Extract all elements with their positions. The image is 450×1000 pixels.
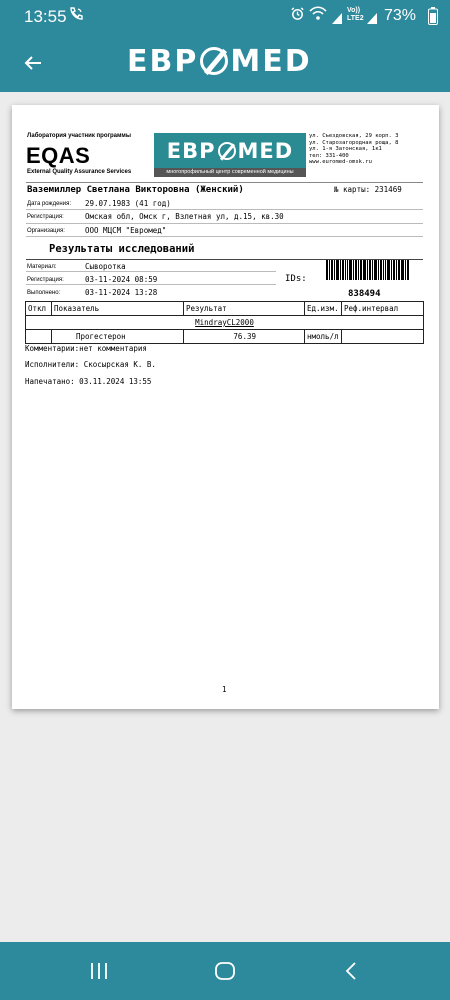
- col-header-indicator: Показатель: [52, 302, 184, 316]
- document-viewer[interactable]: [0, 92, 450, 942]
- analyzer-group: MindrayCL2000: [26, 316, 424, 330]
- signal-1-icon: [331, 10, 343, 29]
- home-button[interactable]: [210, 958, 240, 984]
- material-label: Материал:: [27, 264, 57, 270]
- reg-date-label: Регистрация:: [27, 277, 64, 283]
- comment-line: Комментарии:нет комментария: [25, 344, 147, 353]
- recent-apps-icon: [89, 962, 109, 980]
- printed-line: Напечатано: 03.11.2024 13:55: [25, 377, 152, 386]
- document-page: [12, 105, 439, 709]
- back-button[interactable]: [18, 48, 48, 78]
- divider: [26, 271, 276, 272]
- alarm-icon: [290, 6, 305, 28]
- table-row: [26, 330, 424, 344]
- ids-label: IDs:: [285, 274, 307, 284]
- patient-name: Ваземиллер Светлана Викторовна (Женский): [27, 185, 244, 195]
- results-title: Результаты исследований: [49, 243, 195, 255]
- material-value: Сыворотка: [85, 262, 126, 271]
- barcode-number: 838494: [348, 289, 381, 299]
- home-icon: [214, 960, 236, 982]
- row-ref: [342, 330, 424, 344]
- clinic-address: ул. Съездовская, 29 корп. 3 ул. Старозагородная роща, 8 ул. 1-я Затонская, 1к1 тел: 331-400 www.euromed-omsk.ru: [309, 133, 399, 166]
- eqas-title: EQAS: [26, 143, 91, 168]
- table-group-row: [26, 316, 424, 330]
- logo-circle-icon: [218, 142, 236, 160]
- recent-apps-button[interactable]: [84, 958, 114, 984]
- battery-icon: [428, 7, 438, 32]
- wifi-call-icon: [68, 6, 84, 29]
- results-table: [25, 301, 424, 344]
- arrow-left-icon: [24, 55, 42, 71]
- status-time: 13:55: [24, 7, 67, 26]
- logo-circle-icon: [200, 47, 228, 75]
- brand-logo: ЕВР MED: [127, 43, 312, 79]
- app-bar: [0, 34, 450, 92]
- registration-label: Регистрация:: [27, 214, 64, 220]
- dob-value: 29.07.1983 (41 год): [85, 199, 171, 208]
- done-date-label: Выполнено:: [27, 290, 61, 296]
- nav-back-button[interactable]: [336, 958, 366, 984]
- row-flag: [26, 330, 52, 344]
- divider: [26, 182, 423, 183]
- divider: [26, 236, 423, 237]
- dob-label: Дата рождения:: [27, 201, 71, 207]
- wifi-icon: [309, 6, 327, 28]
- logo-tagline: многопрофильный центр современной медицины: [154, 168, 306, 177]
- table-header-row: [26, 302, 424, 316]
- row-indicator: Прогестерон: [52, 330, 184, 344]
- reg-date-value: 03-11-2024 08:59: [85, 275, 158, 284]
- organization-value: ООО МЦСМ "Евромед": [85, 226, 167, 235]
- page-number: 1: [222, 685, 227, 694]
- chevron-left-icon: [344, 961, 358, 981]
- col-header-unit: Ед.изм.: [305, 302, 342, 316]
- row-unit: нмоль/л: [305, 330, 342, 344]
- divider: [26, 284, 276, 285]
- lab-participant-label: Лаборатория участник программы: [27, 133, 131, 139]
- col-header-result: Результат: [184, 302, 305, 316]
- divider: [26, 209, 423, 210]
- executors-line: Исполнители: Скосырская К. В.: [25, 360, 156, 369]
- col-header-ref: Реф.интервал: [342, 302, 424, 316]
- status-bar: [0, 0, 450, 34]
- navigation-bar: [0, 942, 450, 1000]
- euromed-logo: ЕВР MED: [154, 133, 306, 168]
- col-header-flag: Откл: [26, 302, 52, 316]
- registration-value: Омская обл, Омск г, Взлетная ул, д.15, кв.30: [85, 212, 284, 221]
- row-result: 76.39: [184, 330, 305, 344]
- barcode-image: [326, 260, 409, 280]
- divider: [26, 223, 423, 224]
- signal-2-icon: [366, 10, 378, 29]
- done-date-value: 03-11-2024 13:28: [85, 288, 158, 297]
- lte-label: Vo)) LTE2: [347, 7, 364, 22]
- battery-percent: 73%: [384, 7, 417, 24]
- organization-label: Организация:: [27, 228, 65, 234]
- card-number: № карты: 231469: [334, 185, 402, 194]
- eqas-subtitle: External Quality Assurance Services: [27, 169, 132, 175]
